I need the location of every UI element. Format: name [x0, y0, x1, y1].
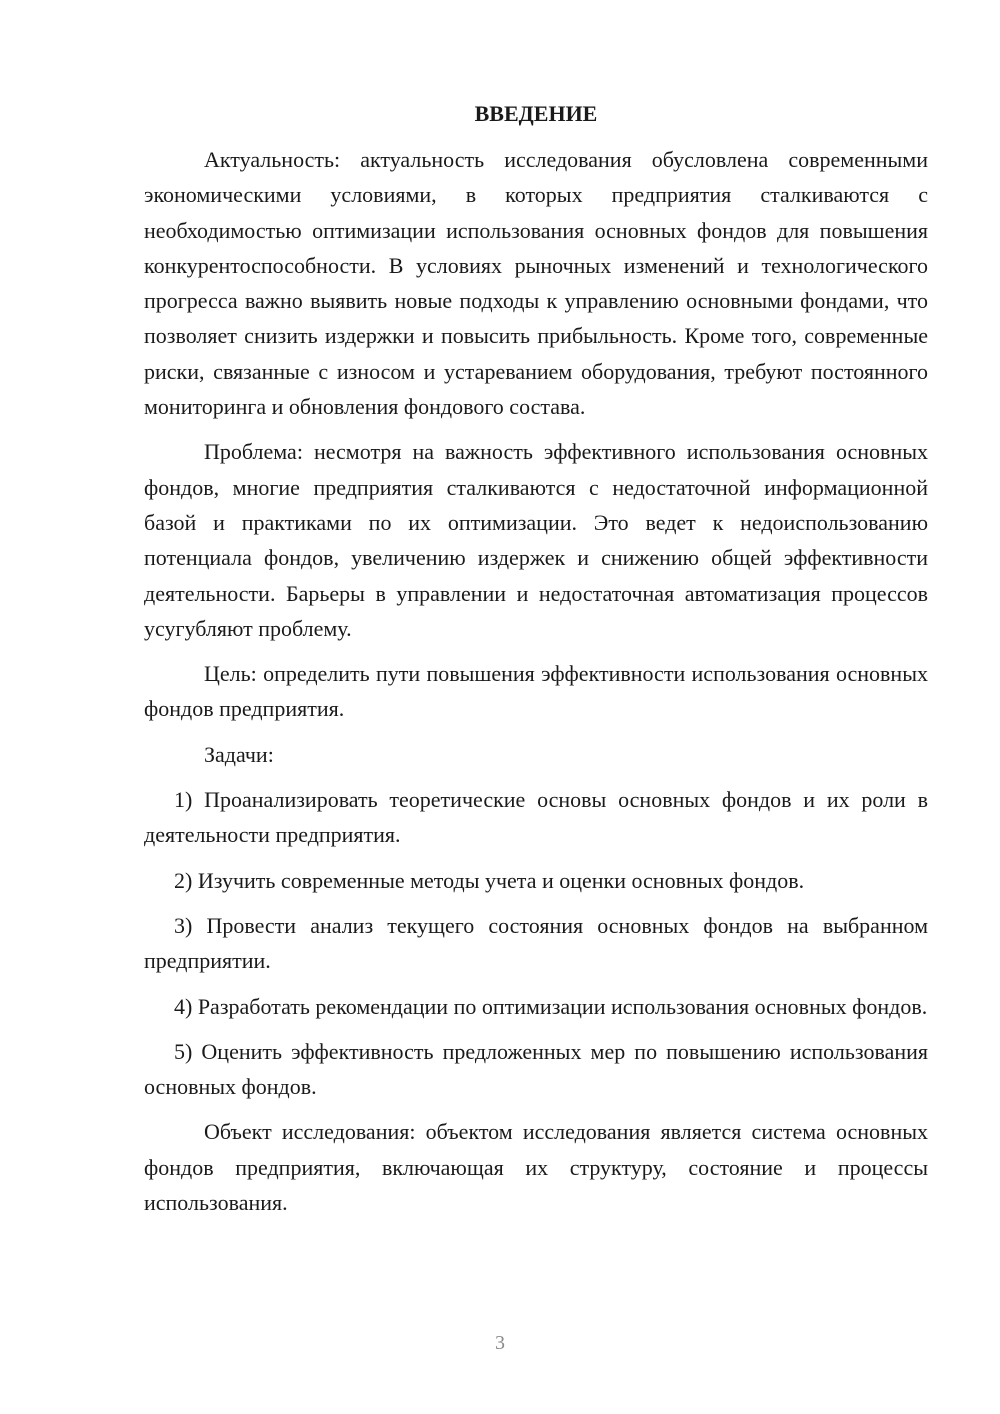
- task-item-4: 4) Разработать рекомендации по оптимизации использования основных фондов.: [174, 993, 928, 1019]
- task-item-3: 3) Провести анализ текущего состояния основных фондов на выбранном предприятии.: [144, 912, 928, 974]
- goal-paragraph: Цель: определить пути повышения эффективности использования основных фондов предприятия.: [144, 661, 928, 722]
- section-heading: ВВЕДЕНИЕ: [474, 101, 598, 126]
- task-item-5: 5) Оценить эффективность предложенных мер по повышению использования основных фондов.: [144, 1038, 928, 1100]
- tasks-heading: Задачи:: [204, 741, 274, 767]
- page-content: [144, 96, 928, 1230]
- relevance-paragraph: Актуальность: актуальность исследования обусловлена современными экономическими условиями, в которых предприятия сталкиваются с необходимостью оптимизации использования основных фондов для повышения конкурентоспособности. В условиях рыночных изменений и технологического прогресса важно выявить новые подходы к управлению основными фондами, что позволяет снизить издержки и повысить прибыльность. Кроме того, современные риски, связанные с износом и устареванием оборудования, требуют постоянного мониторинга и обновления фондового состава.: [144, 147, 928, 420]
- research-object-paragraph: Объект исследования: объектом исследования является система основных фондов предприятия, включающая их структуру, состояние и процессы использования.: [144, 1119, 928, 1216]
- page-number: 3: [495, 1332, 505, 1354]
- task-item-1: 1) Проанализировать теоретические основы основных фондов и их роли в деятельности предприятия.: [144, 787, 928, 848]
- problem-paragraph: Проблема: несмотря на важность эффективного использования основных фондов, многие предприятия сталкиваются с недостаточной информационной базой и практиками по их оптимизации. Это ведет к недоиспользованию потенциала фондов, увеличению издержек и снижению общей эффективности деятельности. Барьеры в управлении и недостаточная автоматизация процессов усугубляют проблему.: [144, 439, 928, 641]
- task-item-2: 2) Изучить современные методы учета и оценки основных фондов.: [174, 867, 805, 893]
